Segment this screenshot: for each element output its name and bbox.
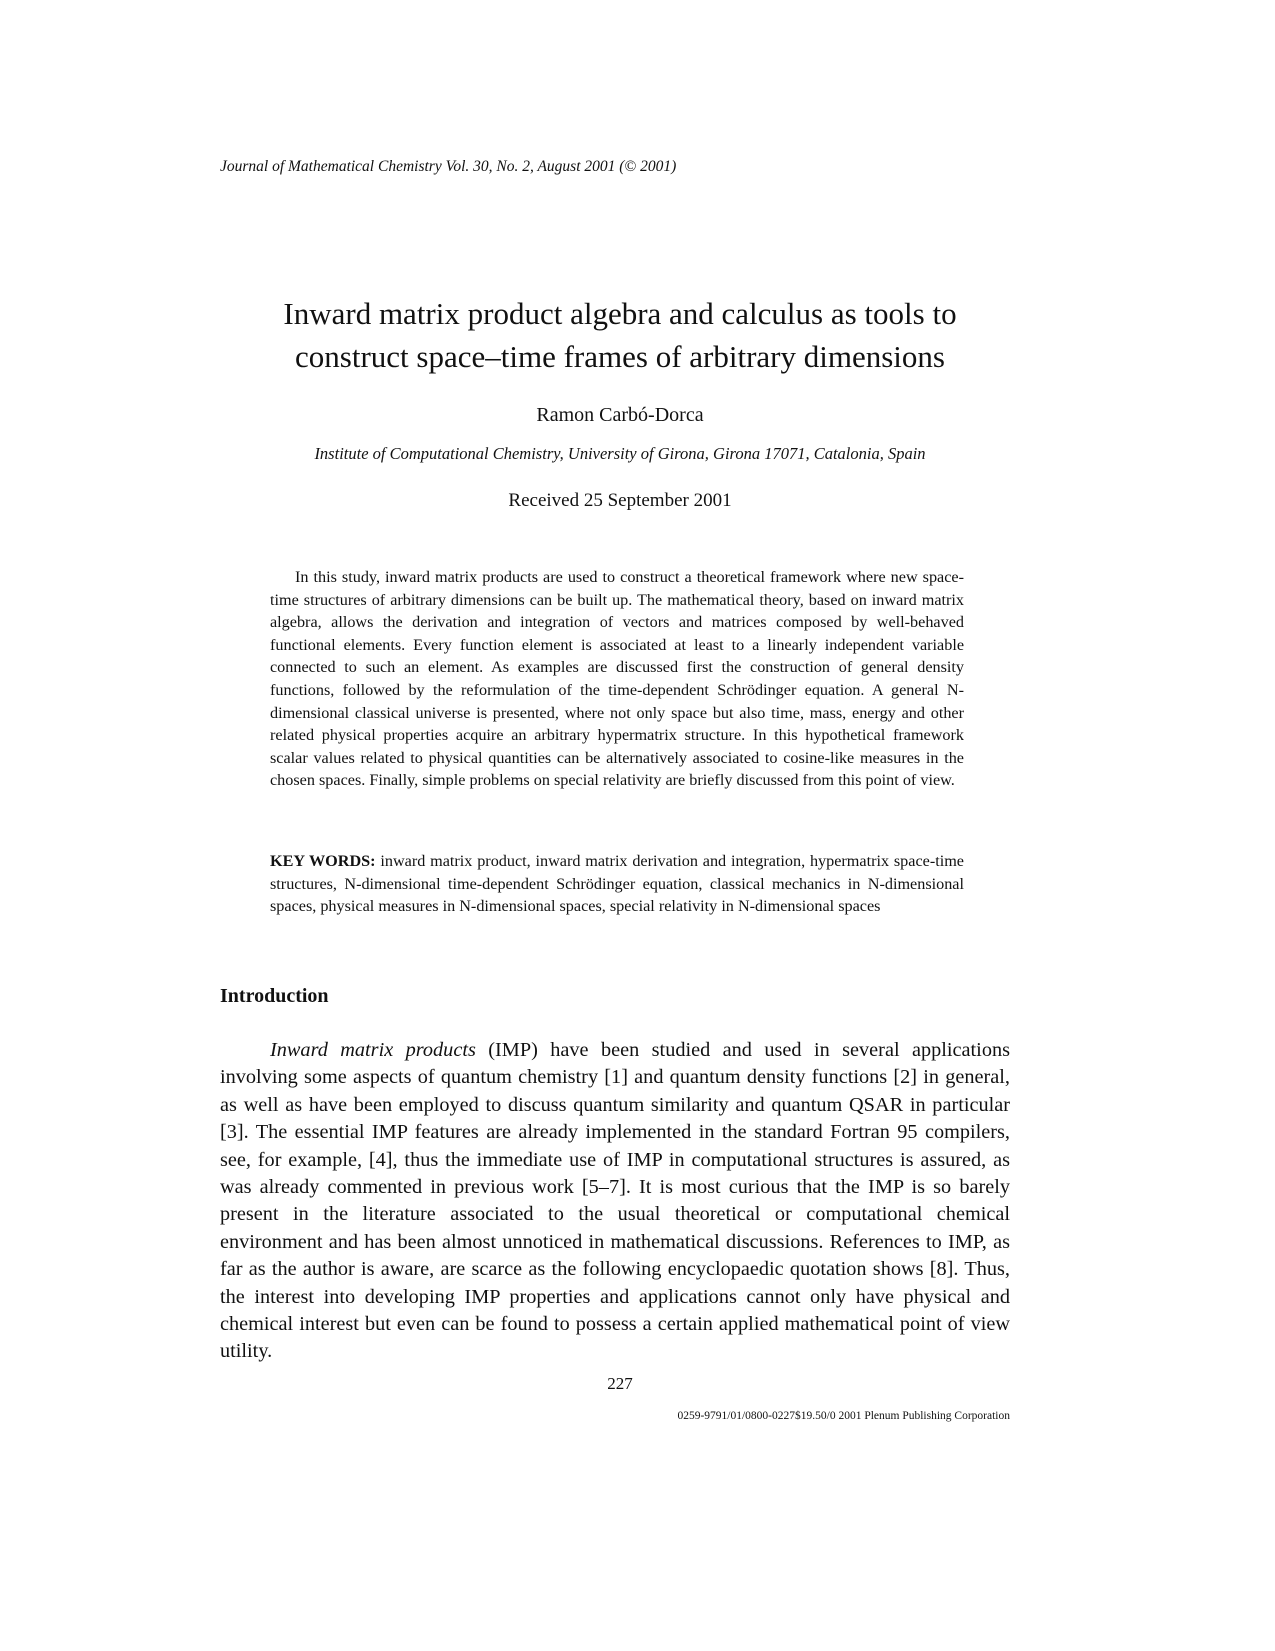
footer-publisher-code: 0259-9791/01/0800-0227$19.50/0 2001 Plenum Publishing Corporation	[677, 1410, 1010, 1422]
keywords-text: inward matrix product, inward matrix derivation and integration, hypermatrix space-time structures, N-dimensional time-dependent Schrödinger equation, classical mechanics in N-dimensional spaces, physical measures in N-dimensional spaces, special relativity in N-dimensional spaces	[270, 852, 964, 916]
intro-lead-term: Inward matrix products	[270, 1039, 476, 1061]
keywords-paragraph	[270, 850, 964, 918]
intro-body-text: (IMP) have been studied and used in several applications involving some aspects of quantum chemistry [1] and quantum density functions [2] in general, as well as have been employed to discuss quantum similarity and quantum QSAR in particular [3]. The essential IMP features are already implemented in the standard Fortran 95 compilers, see, for example, [4], thus the immediate use of IMP in computational structures is assured, as was already commented in previous work [5–7]. It is most curious that the IMP is so barely present in the literature associated to the usual theoretical or computational chemical environment and has been almost unnoticed in mathematical discussions. References to IMP, as far as the author is aware, are scarce as the following encyclopaedic quotation shows [8]. Thus, the interest into developing IMP properties and applications cannot only have physical and chemical interest but even can be found to possess a certain applied mathematical point of view utility.	[220, 1039, 1010, 1363]
paper-title	[200, 292, 1040, 378]
page-number: 227	[607, 1374, 633, 1393]
title-line-1: Inward matrix product algebra and calculus as tools to	[283, 296, 957, 331]
author-affiliation: Institute of Computational Chemistry, University of Girona, Girona 17071, Catalonia, Spain	[314, 444, 926, 463]
title-line-2: construct space–time frames of arbitrary dimensions	[295, 339, 945, 374]
author-name: Ramon Carbó-Dorca	[536, 404, 704, 426]
journal-citation: Journal of Mathematical Chemistry Vol. 30, No. 2, August 2001 (© 2001)	[220, 158, 677, 175]
section-heading-introduction: Introduction	[220, 985, 329, 1007]
abstract-paragraph: In this study, inward matrix products are used to construct a theoretical framework where new space-time structures of arbitrary dimensions can be built up. The mathematical theory, based on inward matrix algebra, allows the derivation and integration of vectors and matrices composed by well-behaved functional elements. Every function element is associated at least to a linearly independent variable connected to such an element. As examples are discussed first the construction of general density functions, followed by the reformulation of the time-dependent Schrödinger equation. A general N-dimensional classical universe is presented, where not only space but also time, mass, energy and other related physical properties acquire an arbitrary hypermatrix structure. In this hypothetical framework scalar values related to physical quantities can be alternatively associated to cosine-like measures in the chosen spaces. Finally, simple problems on special relativity are briefly discussed from this point of view.	[270, 568, 964, 790]
introduction-paragraph	[220, 1037, 1010, 1366]
received-date: Received 25 September 2001	[508, 490, 732, 511]
keywords-label: KEY WORDS:	[270, 852, 376, 870]
